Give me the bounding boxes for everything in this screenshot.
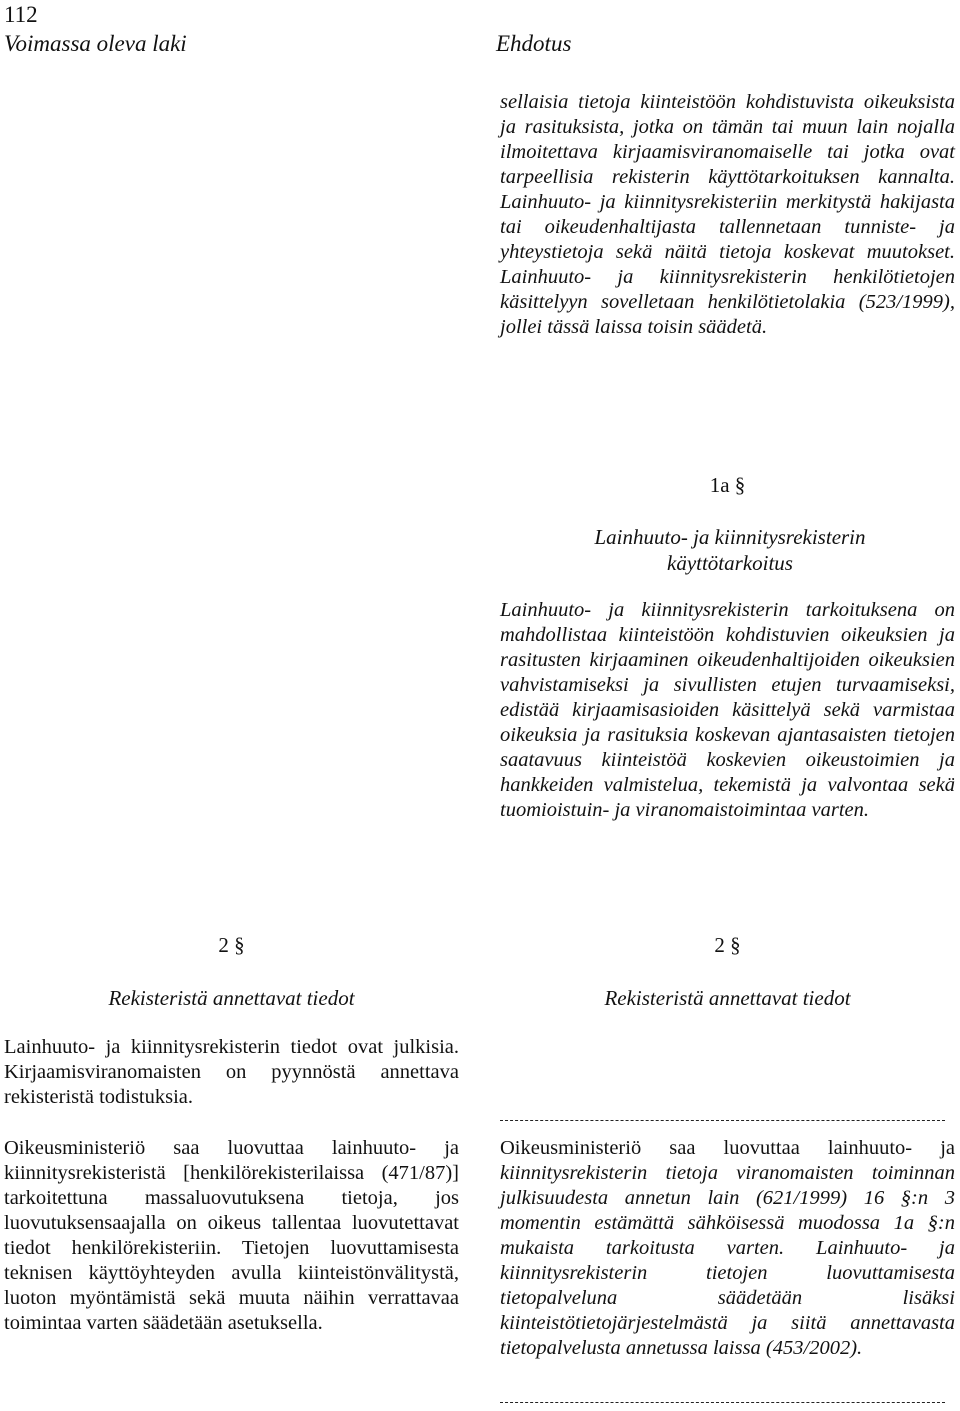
- right-section-2-lead-plain: Oikeusministeriö saa luovuttaa lainhuuto- ja: [500, 1137, 955, 1159]
- section-1a-text: Lainhuuto- ja kiinnitysrekisterin tarkoituksena on mahdollistaa kiinteistöön kohdistuvien oikeuksien ja rasitusten kirjaaminen oikeudenhaltijoiden oikeuksien vahvistamiseksi ja sivullisten etujen turvaamiseksi, edistää kirjaamisasioiden käsittelyä sekä varmistaa oikeuksia ja rasituksia koskevan ajantasaisten tietojen saatavuus kiinteistöä koskevien oikeustoimien ja hankkeiden valmistelua, tekemistä ja valvontaa sekä tuomioistuin- ja viranomaistoimintaa varten.: [500, 599, 955, 821]
- left-column-header: Voimassa oleva laki: [4, 31, 187, 56]
- left-section-2-paragraph-1: Lainhuuto- ja kiinnitysrekisterin tiedot ovat julkisia. Kirjaamisviranomaisten on pyynnöstä annettava rekisteristä todistuksia.: [4, 1036, 459, 1108]
- left-section-2-title: Rekisteristä annettavat tiedot: [108, 986, 355, 1010]
- right-section-2-paragraph: [500, 1136, 955, 1361]
- omission-dashes-bottom: [500, 1402, 945, 1403]
- page-number: 112: [4, 2, 38, 27]
- right-section-2-number: 2 §: [714, 933, 741, 957]
- section-1a-title: Lainhuuto- ja kiinnitysrekisterin käyttötarkoitus: [594, 525, 866, 575]
- right-intro-paragraph: sellaisia tietoja kiinteistöön kohdistuvista oikeuksista ja rasituksista, jotka on tämän tai muun lain nojalla ilmoitettava kirjaamisviranomaiselle tai jotka ovat tarpeellisia rekisterin käyttötarkoituksen kannalta. Lainhuuto- ja kiinnitysrekisteriin merkitystä hakijasta tai oikeudenhaltijasta tallennetaan tunniste- ja yhteystietoja sekä näitä tietoja koskevat muutokset. Lainhuuto- ja kiinnitysrekisterin henkilötietojen käsittelyyn sovelletaan henkilötietolakia (523/1999), jollei tässä laissa toisin säädetä.: [500, 91, 955, 338]
- left-section-2-number: 2 §: [218, 933, 245, 957]
- right-column-header: Ehdotus: [496, 31, 572, 56]
- omission-dashes-top: [500, 1120, 945, 1121]
- right-section-2-title: Rekisteristä annettavat tiedot: [604, 986, 851, 1010]
- section-1a-number: 1a §: [709, 473, 746, 497]
- right-section-2-italic-text: kiinnitysrekisterin tietoja viranomaisten toiminnan julkisuudesta annetun lain (621/1999) 16 §:n 3 momentin estämättä sähköisessä muodossa 1a §:n mukaista tarkoitusta varten. Lainhuuto- ja kiinnitysrekisterin tietojen luovuttamisesta tietopalveluna säädetään lisäksi kiinteistötietojärjestelmästä ja siitä annettavasta tietopalvelusta annetussa laissa (453/2002).: [500, 1162, 955, 1359]
- left-section-2-paragraph-2: Oikeusministeriö saa luovuttaa lainhuuto- ja kiinnitysrekisteristä [henkilörekisterilaissa (471/87)] tarkoitettuna massaluovutuksena tietoja, jos luovutuksensaajalla on oikeus tallentaa luovutettavat tiedot henkilörekisteriin. Tietojen luovuttamisesta teknisen käyttöyhteyden avulla kiinteistönvälitystä, luoton myöntämistä sekä muuta näihin verrattavaa toimintaa varten säädetään asetuksella.: [4, 1137, 459, 1334]
